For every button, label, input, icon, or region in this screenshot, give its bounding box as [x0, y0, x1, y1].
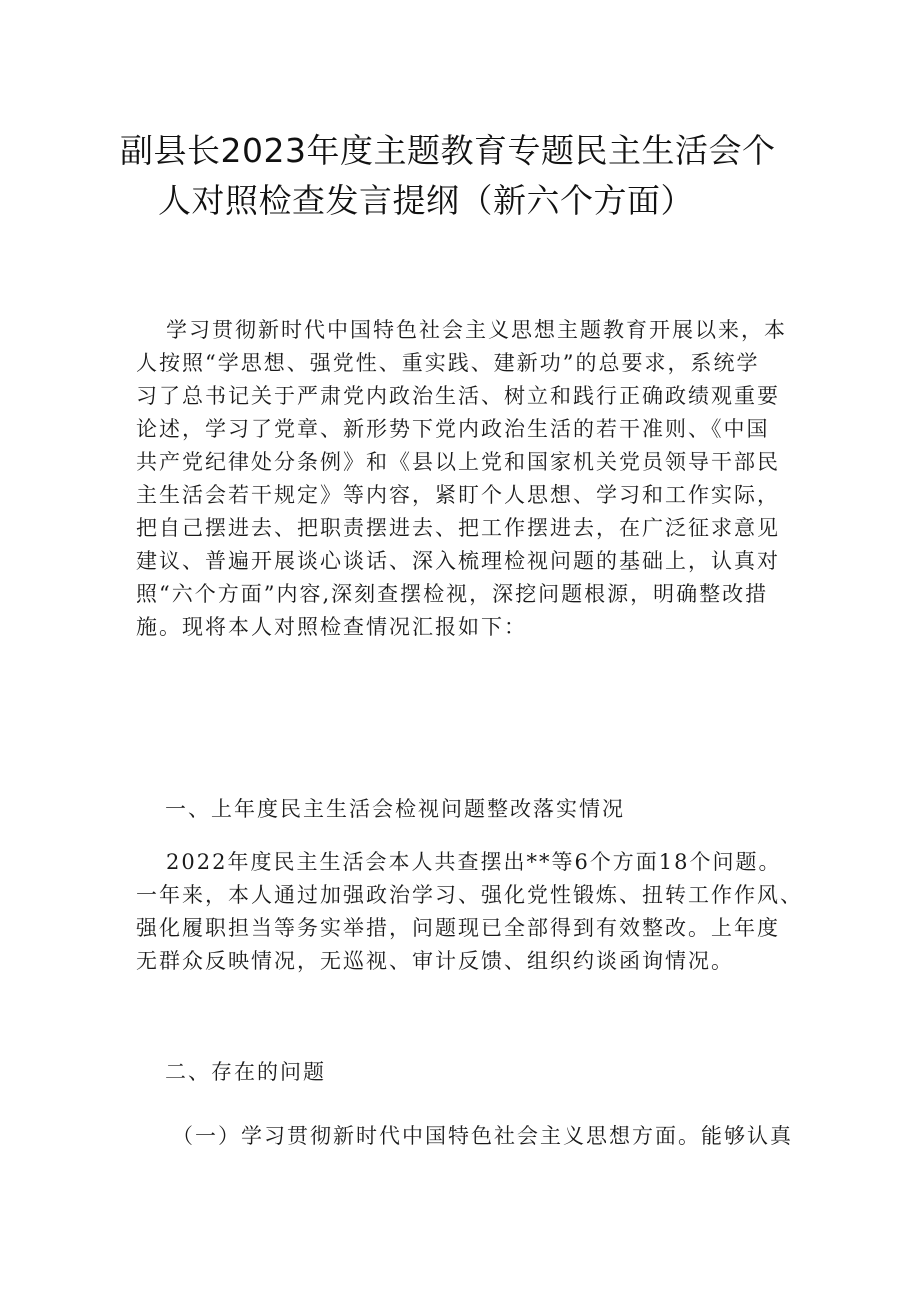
subsection-paragraph: （一）学习贯彻新时代中国特色社会主义思想方面。能够认真 — [172, 1124, 793, 1148]
paragraph-line: 施。现将本人对照检查情况汇报如下： — [136, 615, 527, 639]
paragraph-line: 习了总书记关于严肃党内政治生活、树立和践行正确政绩观重要 — [136, 384, 780, 408]
paragraph-line: 论述，学习了党章、新形势下党内政治生活的若干准则、《中国 — [136, 417, 770, 441]
paragraph-line: 把自己摆进去、把职责摆进去、把工作摆进去，在广泛征求意见 — [136, 516, 780, 540]
document-title — [120, 126, 820, 226]
paragraph-line: 主生活会若干规定》等内容，紧盯个人思想、学习和工作实际， — [136, 483, 780, 507]
paragraph-line: 建议、普遍开展谈心谈话、深入梳理检视问题的基础上，认真对 — [136, 549, 780, 573]
paragraph-line: 学习贯彻新时代中国特色社会主义思想主题教育开展以来，本 — [166, 318, 787, 342]
paragraph-line: 照“六个方面”内容,深刻查摆检视，深挖问题根源，明确整改措 — [136, 582, 769, 606]
intro-paragraph — [136, 314, 800, 644]
paragraph-line: 2022年度民主生活会本人共查摆出**等6个方面18个问题。 — [166, 850, 782, 874]
section-heading-2: 二、存在的问题 — [165, 1060, 326, 1084]
paragraph-line: 共产党纪律处分条例》和《县以上党和国家机关党员领导干部民 — [136, 450, 780, 474]
paragraph-line: 人按照“学思想、强党性、重实践、建新功”的总要求，系统学 — [136, 351, 760, 375]
paragraph-line: 强化履职担当等务实举措，问题现已全部得到有效整改。上年度 — [136, 916, 780, 940]
paragraph-line: 无群众反映情况，无巡视、审计反馈、组织约谈函询情况。 — [136, 949, 734, 973]
rectification-paragraph — [136, 846, 803, 978]
paragraph-line: 一年来，本人通过加强政治学习、强化党性锻炼、扭转工作作风、 — [136, 883, 803, 907]
section-heading-1: 一、上年度民主生活会检视问题整改落实情况 — [165, 797, 625, 821]
title-line-1: 副县长2023年度主题教育专题民主生活会个 — [120, 131, 776, 170]
title-line-2: 人对照检查发言提纲（新六个方面） — [158, 181, 694, 220]
